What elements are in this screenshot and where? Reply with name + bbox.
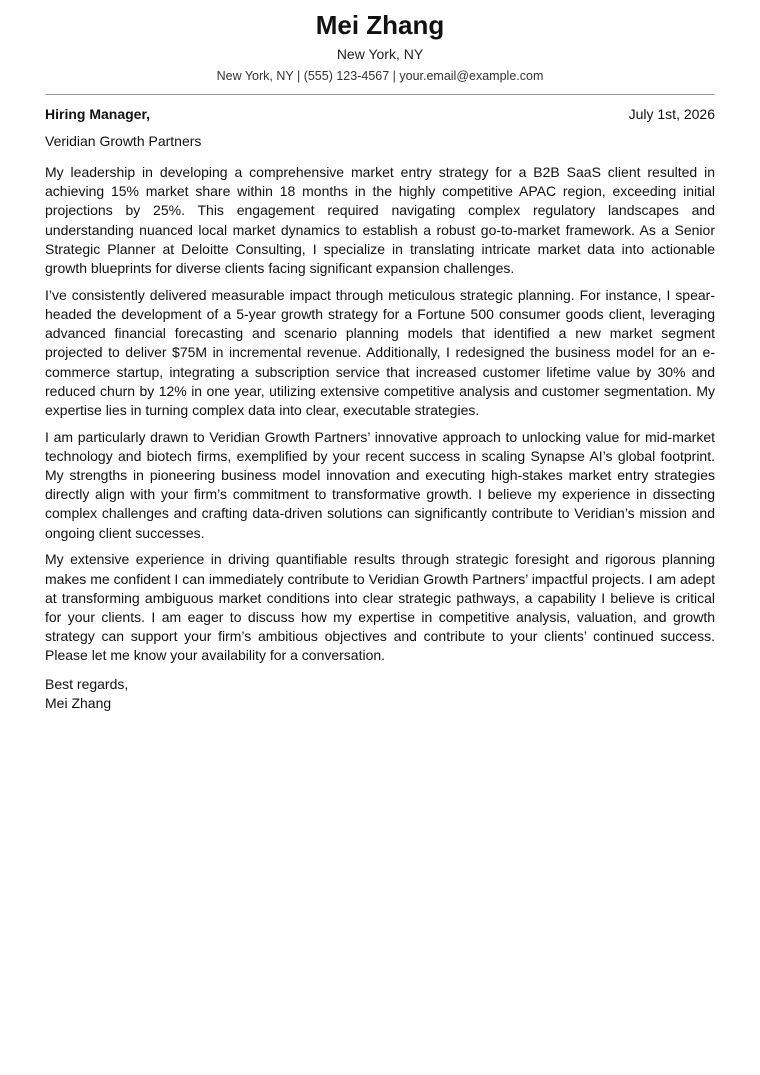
- sign-off: Best regards,: [45, 675, 129, 692]
- letter-closing: [45, 675, 715, 713]
- letter-date: July 1st, 2026: [628, 106, 715, 122]
- recipient-salutation: Hiring Manager,: [45, 106, 151, 122]
- letter-header: [45, 0, 715, 85]
- applicant-name: Mei Zhang: [315, 10, 445, 40]
- applicant-location: New York, NY: [336, 46, 424, 62]
- letter-body: [45, 163, 715, 666]
- body-paragraph: I’ve consistently delivered measurable impact through meticulous strategic planning. For instance, I spear-headed the development of a 5-year growth strategy for a Fortune 500 consumer goods client, leveraging advanced financial forecasting and scenario planning models that identified a new market segment projected to deliver $75M in incremental revenue. Additionally, I redesigned the business model for an e-commerce startup, integrating a subscription service that increased customer lifetime value by 30% and reduced churn by 12% in one year, utilizing extensive competitive analysis and customer segmentation. My expertise lies in turning complex data into clear, executable strategies.: [45, 286, 715, 418]
- body-paragraph: My extensive experience in driving quantifiable results through strategic foresight and rigorous planning makes me confident I can immediately contribute to Veridian Growth Partners’ impactful projects. I am adept at transforming ambiguous market conditions into clear strategic pathways, a capability I believe is critical for your clients. I am eager to discuss how my expertise in competitive analysis, valuation, and growth strategy can support your firm’s ambitious objectives and contribute to your clients’ continued success. Please let me know your availability for a conversation.: [45, 551, 715, 664]
- recipient-company: Veridian Growth Partners: [45, 133, 202, 149]
- body-paragraph: I am particularly drawn to Veridian Growth Partners’ innovative approach to unlocking value for mid-market technology and biotech firms, exemplified by your recent success in scaling Synapse AI’s global footprint. My strengths in pioneering business model innovation and executing high-stakes market entry strategies directly align with your firm’s commitment to transformative growth. I believe my experience in dissecting complex challenges and crafting data-driven solutions can significantly contribute to Veridian’s mission and ongoing client successes.: [45, 428, 715, 541]
- signature-name: Mei Zhang: [45, 694, 112, 711]
- header-divider: [45, 94, 715, 95]
- recipient-date-row: [45, 104, 715, 124]
- contact-line: New York, NY | (555) 123-4567 | your.email@example.com: [216, 69, 544, 83]
- body-paragraph: My leadership in developing a comprehensive market entry strategy for a B2B SaaS client resulted in achieving 15% market share within 18 months in the highly competitive APAC region, exceeding initial projections by 25%. This engagement required navigating complex regulatory landscapes and understanding nuanced local market dynamics to establish a robust go-to-market framework. As a Senior Strategic Planner at Deloitte Consulting, I specialize in translating intricate market data into actionable growth blueprints for diverse clients facing significant expansion challenges.: [45, 164, 715, 277]
